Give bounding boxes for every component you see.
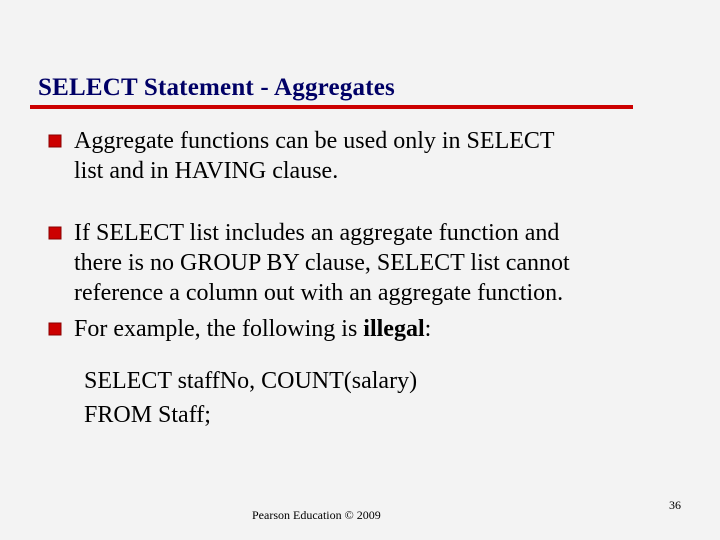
bullet-text-run: :: [424, 316, 432, 342]
bullet-text: [74, 314, 673, 344]
square-bullet-icon: [48, 134, 62, 148]
code-line: FROM Staff;: [84, 402, 211, 428]
bullet-text: [74, 218, 673, 308]
bullet-line: If SELECT list includes an aggregate function and: [74, 220, 560, 246]
bullet-line: reference a column out with an aggregate function.: [74, 280, 564, 306]
title-underline: [30, 105, 633, 109]
bullet-text-run: For example, the following is: [74, 316, 364, 342]
emphasis-text: illegal: [363, 316, 425, 342]
slide-title: SELECT Statement - Aggregates: [38, 74, 395, 101]
bullet-line: list and in HAVING clause.: [74, 158, 339, 184]
square-bullet-icon: [48, 322, 62, 336]
bullet-item-2: [48, 218, 673, 308]
page-number: 36: [669, 498, 681, 512]
code-line: SELECT staffNo, COUNT(salary): [84, 368, 418, 394]
bullet-item-3: [48, 314, 673, 344]
bullet-item-1: [48, 126, 673, 186]
bullet-text: [74, 126, 673, 186]
bullet-line: Aggregate functions can be used only in SELECT: [74, 128, 555, 154]
square-bullet-icon: [48, 226, 62, 240]
footer-copyright: Pearson Education © 2009: [252, 508, 381, 522]
bullet-line: there is no GROUP BY clause, SELECT list cannot: [74, 250, 570, 276]
